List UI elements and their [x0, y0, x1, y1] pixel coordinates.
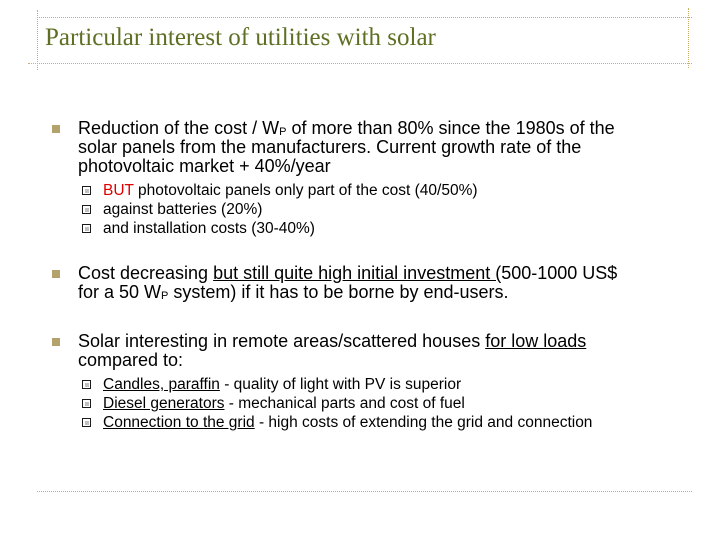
- bullet3-line2: compared to:: [78, 350, 184, 370]
- bullet3-sub3: Connection to the grid - high costs of extending the grid and connection: [103, 414, 593, 431]
- right-divider: [688, 8, 689, 68]
- bullet3-sub2: Diesel generators - mechanical parts and cost of fuel: [103, 395, 465, 412]
- hollow-square-bullet-icon: [82, 205, 91, 214]
- bullet2-line1: Cost decreasing but still quite high initial investment (500-1000 US$: [78, 263, 618, 283]
- hollow-square-bullet-icon: [82, 399, 91, 408]
- bullet1-line3: photovoltaic market + 40%/year: [78, 156, 331, 176]
- hollow-square-bullet-icon: [82, 186, 91, 195]
- bullet1-sub3: and installation costs (30-40%): [103, 220, 315, 237]
- bottom-divider: [37, 491, 692, 492]
- bullet1-line2: solar panels from the manufacturers. Current growth rate of the: [78, 137, 582, 157]
- bullet1-sub2: against batteries (20%): [103, 201, 263, 218]
- bullet-square-icon: [52, 338, 60, 346]
- bullet3-sub1: Candles, paraffin - quality of light with PV is superior: [103, 376, 462, 393]
- bullet1-line1: Reduction of the cost / $W_P$ of more than 80% since the 1980s of the: [78, 118, 615, 138]
- bullet-square-icon: [52, 270, 60, 278]
- hollow-square-bullet-icon: [82, 380, 91, 389]
- bullet3-line1: Solar interesting in remote areas/scattered houses for low loads: [78, 331, 587, 351]
- bullet-square-icon: [52, 125, 60, 133]
- slide-title: Particular interest of utilities with solar: [45, 24, 436, 51]
- bullet1-sub1: BUT photovoltaic panels only part of the cost (40/50%): [103, 182, 478, 199]
- hollow-square-bullet-icon: [82, 224, 91, 233]
- top-divider: [37, 17, 692, 18]
- hollow-square-bullet-icon: [82, 418, 91, 427]
- left-divider: [37, 10, 38, 70]
- title-divider: [28, 63, 692, 64]
- bullet2-line2: for a 50 $W_P$ system) if it has to be borne by end-users.: [78, 282, 509, 302]
